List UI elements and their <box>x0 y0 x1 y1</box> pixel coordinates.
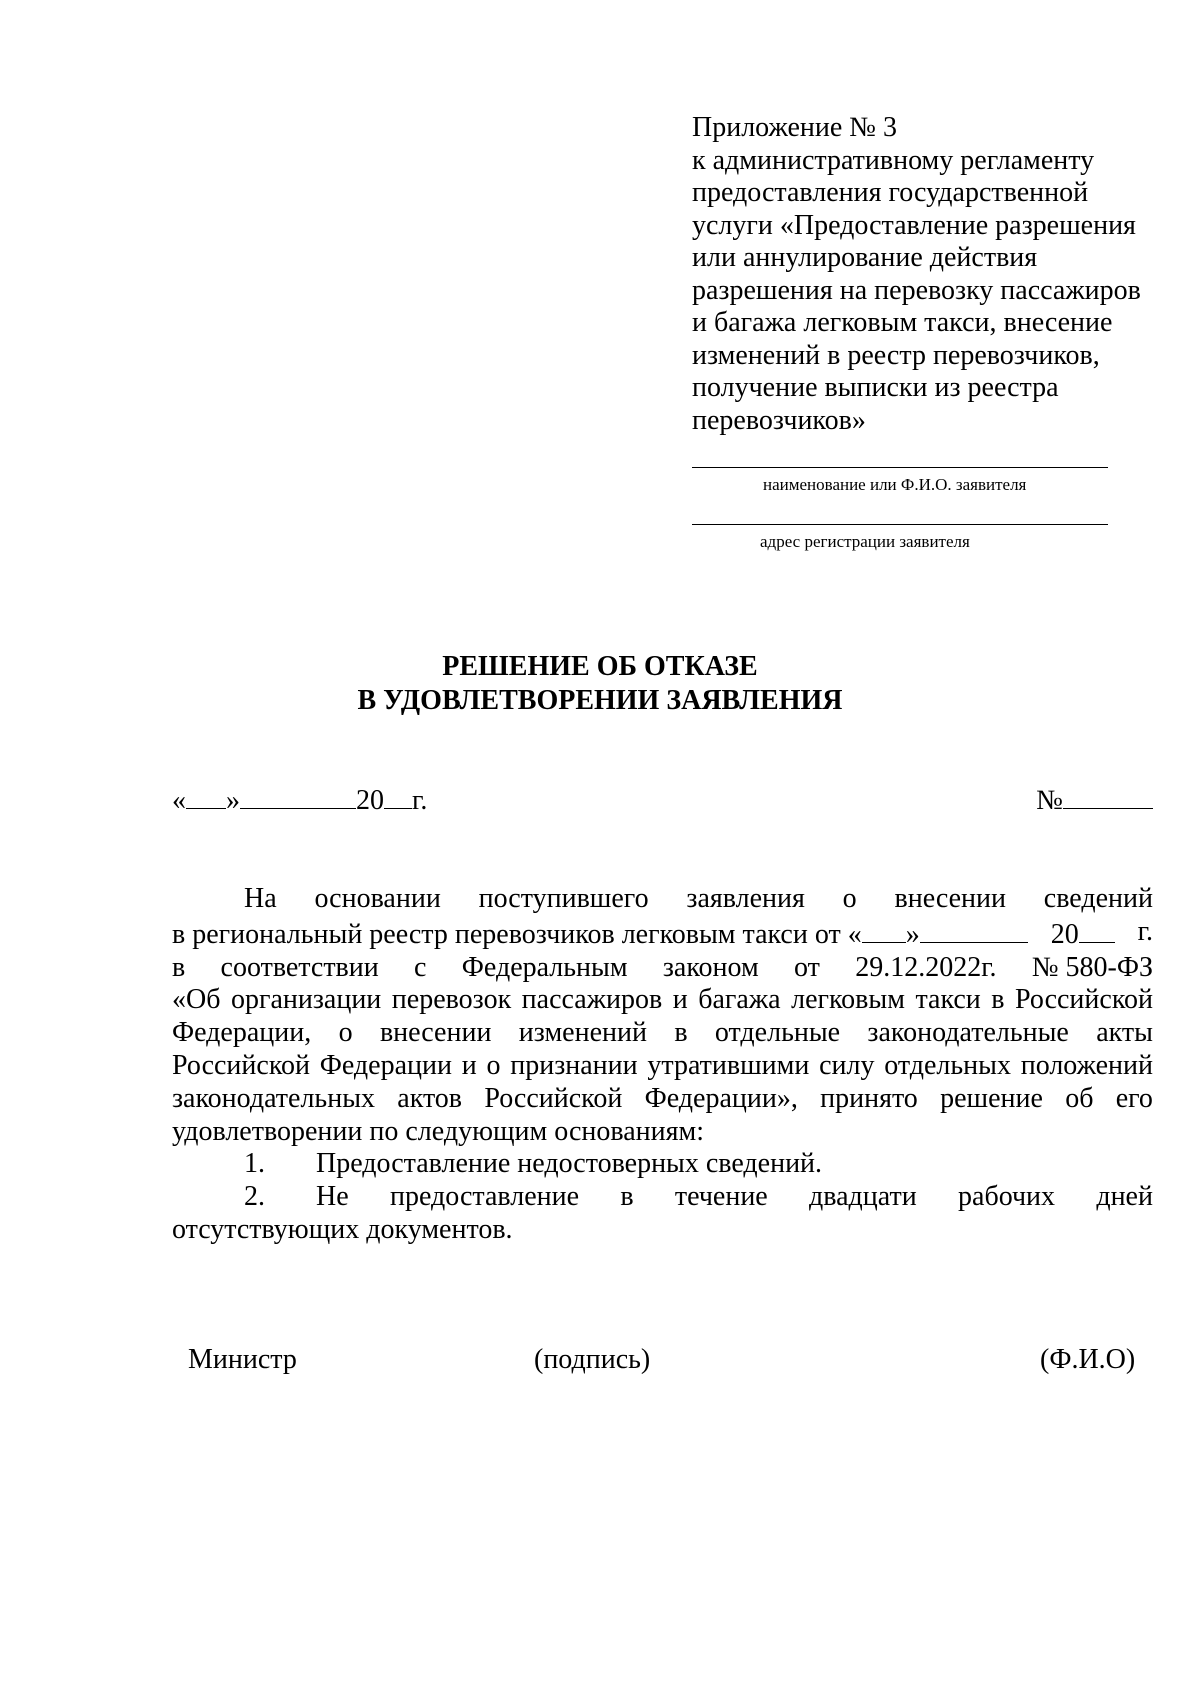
appendix-line: услуги «Предоставление разрешения <box>692 209 1136 241</box>
appendix-line: разрешения на перевозку пассажиров <box>692 274 1141 306</box>
body-line-1: На основании поступившего заявления о внесении сведений <box>244 883 1153 914</box>
appendix-header <box>692 112 1162 437</box>
body-line-5: Федерации, о внесении изменений в отдельные законодательные акты <box>172 1017 1153 1049</box>
year-suffix: г. <box>412 785 428 816</box>
number-row <box>1036 782 1153 818</box>
list-item-2-continuation: отсутствующих документов. <box>172 1213 513 1245</box>
number-blank[interactable] <box>1063 782 1153 809</box>
application-day-blank[interactable] <box>862 916 906 943</box>
appendix-line: к административному регламенту <box>692 144 1095 176</box>
signature-name[interactable]: (Ф.И.О) <box>1040 1344 1136 1375</box>
date-row <box>172 782 427 818</box>
application-month-blank[interactable] <box>920 916 1028 943</box>
body-line-2: в региональный реестр перевозчиков легковым такси от « » 20 г. <box>172 915 1153 950</box>
appendix-line: и багажа легковым такси, внесение <box>692 307 1113 338</box>
applicant-address-caption: адрес регистрации заявителя <box>760 532 970 551</box>
signature-position: Министр <box>188 1344 297 1375</box>
list-item-1 <box>172 1148 1153 1181</box>
body-line-4: «Об организации перевозок пассажиров и багажа легковым такси в Российской <box>172 984 1153 1016</box>
appendix-line: перевозчиков» <box>692 404 866 436</box>
list-item-number: 2. <box>244 1181 265 1213</box>
applicant-name-line[interactable] <box>692 467 1108 468</box>
title-line-2: В УДОВЛЕТВОРЕНИИ ЗАЯВЛЕНИЯ <box>357 685 843 716</box>
appendix-line: изменений в реестр перевозчиков, <box>692 339 1100 371</box>
date-close-quote: » <box>226 785 240 816</box>
body-text <box>172 883 1153 1247</box>
body-line-3: в соответствии с Федеральным законом от 29.12.2022г. № 580-ФЗ <box>172 951 1153 983</box>
appendix-line: получение выписки из реестра <box>692 372 1059 403</box>
applicant-address-line[interactable] <box>692 524 1108 525</box>
day-blank[interactable] <box>186 782 226 809</box>
list-item-text: Не предоставление в течение двадцати рабочих дней <box>316 1181 1153 1213</box>
list-item-number: 1. <box>244 1148 265 1180</box>
document-title <box>0 650 1200 718</box>
body-line-6: Российской Федерации и о признании утратившими силу отдельных положений <box>172 1049 1153 1081</box>
body-line-8: удовлетворении по следующим основаниям: <box>172 1115 704 1147</box>
date-open-quote: « <box>172 785 186 816</box>
application-year-blank[interactable] <box>1079 916 1115 943</box>
body-line-7: законодательных актов Российской Федерации», принято решение об его <box>172 1082 1153 1114</box>
list-item-text: Предоставление недостоверных сведений. <box>316 1148 823 1180</box>
appendix-line: Приложение № 3 <box>692 112 897 143</box>
appendix-line: предоставления государственной <box>692 177 1089 208</box>
number-sign: № <box>1036 785 1063 816</box>
month-blank[interactable] <box>240 782 356 809</box>
list-item-2 <box>172 1181 1153 1214</box>
year-blank[interactable] <box>384 782 412 809</box>
signature-sign[interactable]: (подпись) <box>534 1344 651 1375</box>
applicant-name-caption: наименование или Ф.И.О. заявителя <box>763 475 1027 494</box>
appendix-line: или аннулирование действия <box>692 242 1038 273</box>
title-line-1: РЕШЕНИЕ ОБ ОТКАЗЕ <box>442 651 758 682</box>
year-prefix: 20 <box>356 785 384 816</box>
